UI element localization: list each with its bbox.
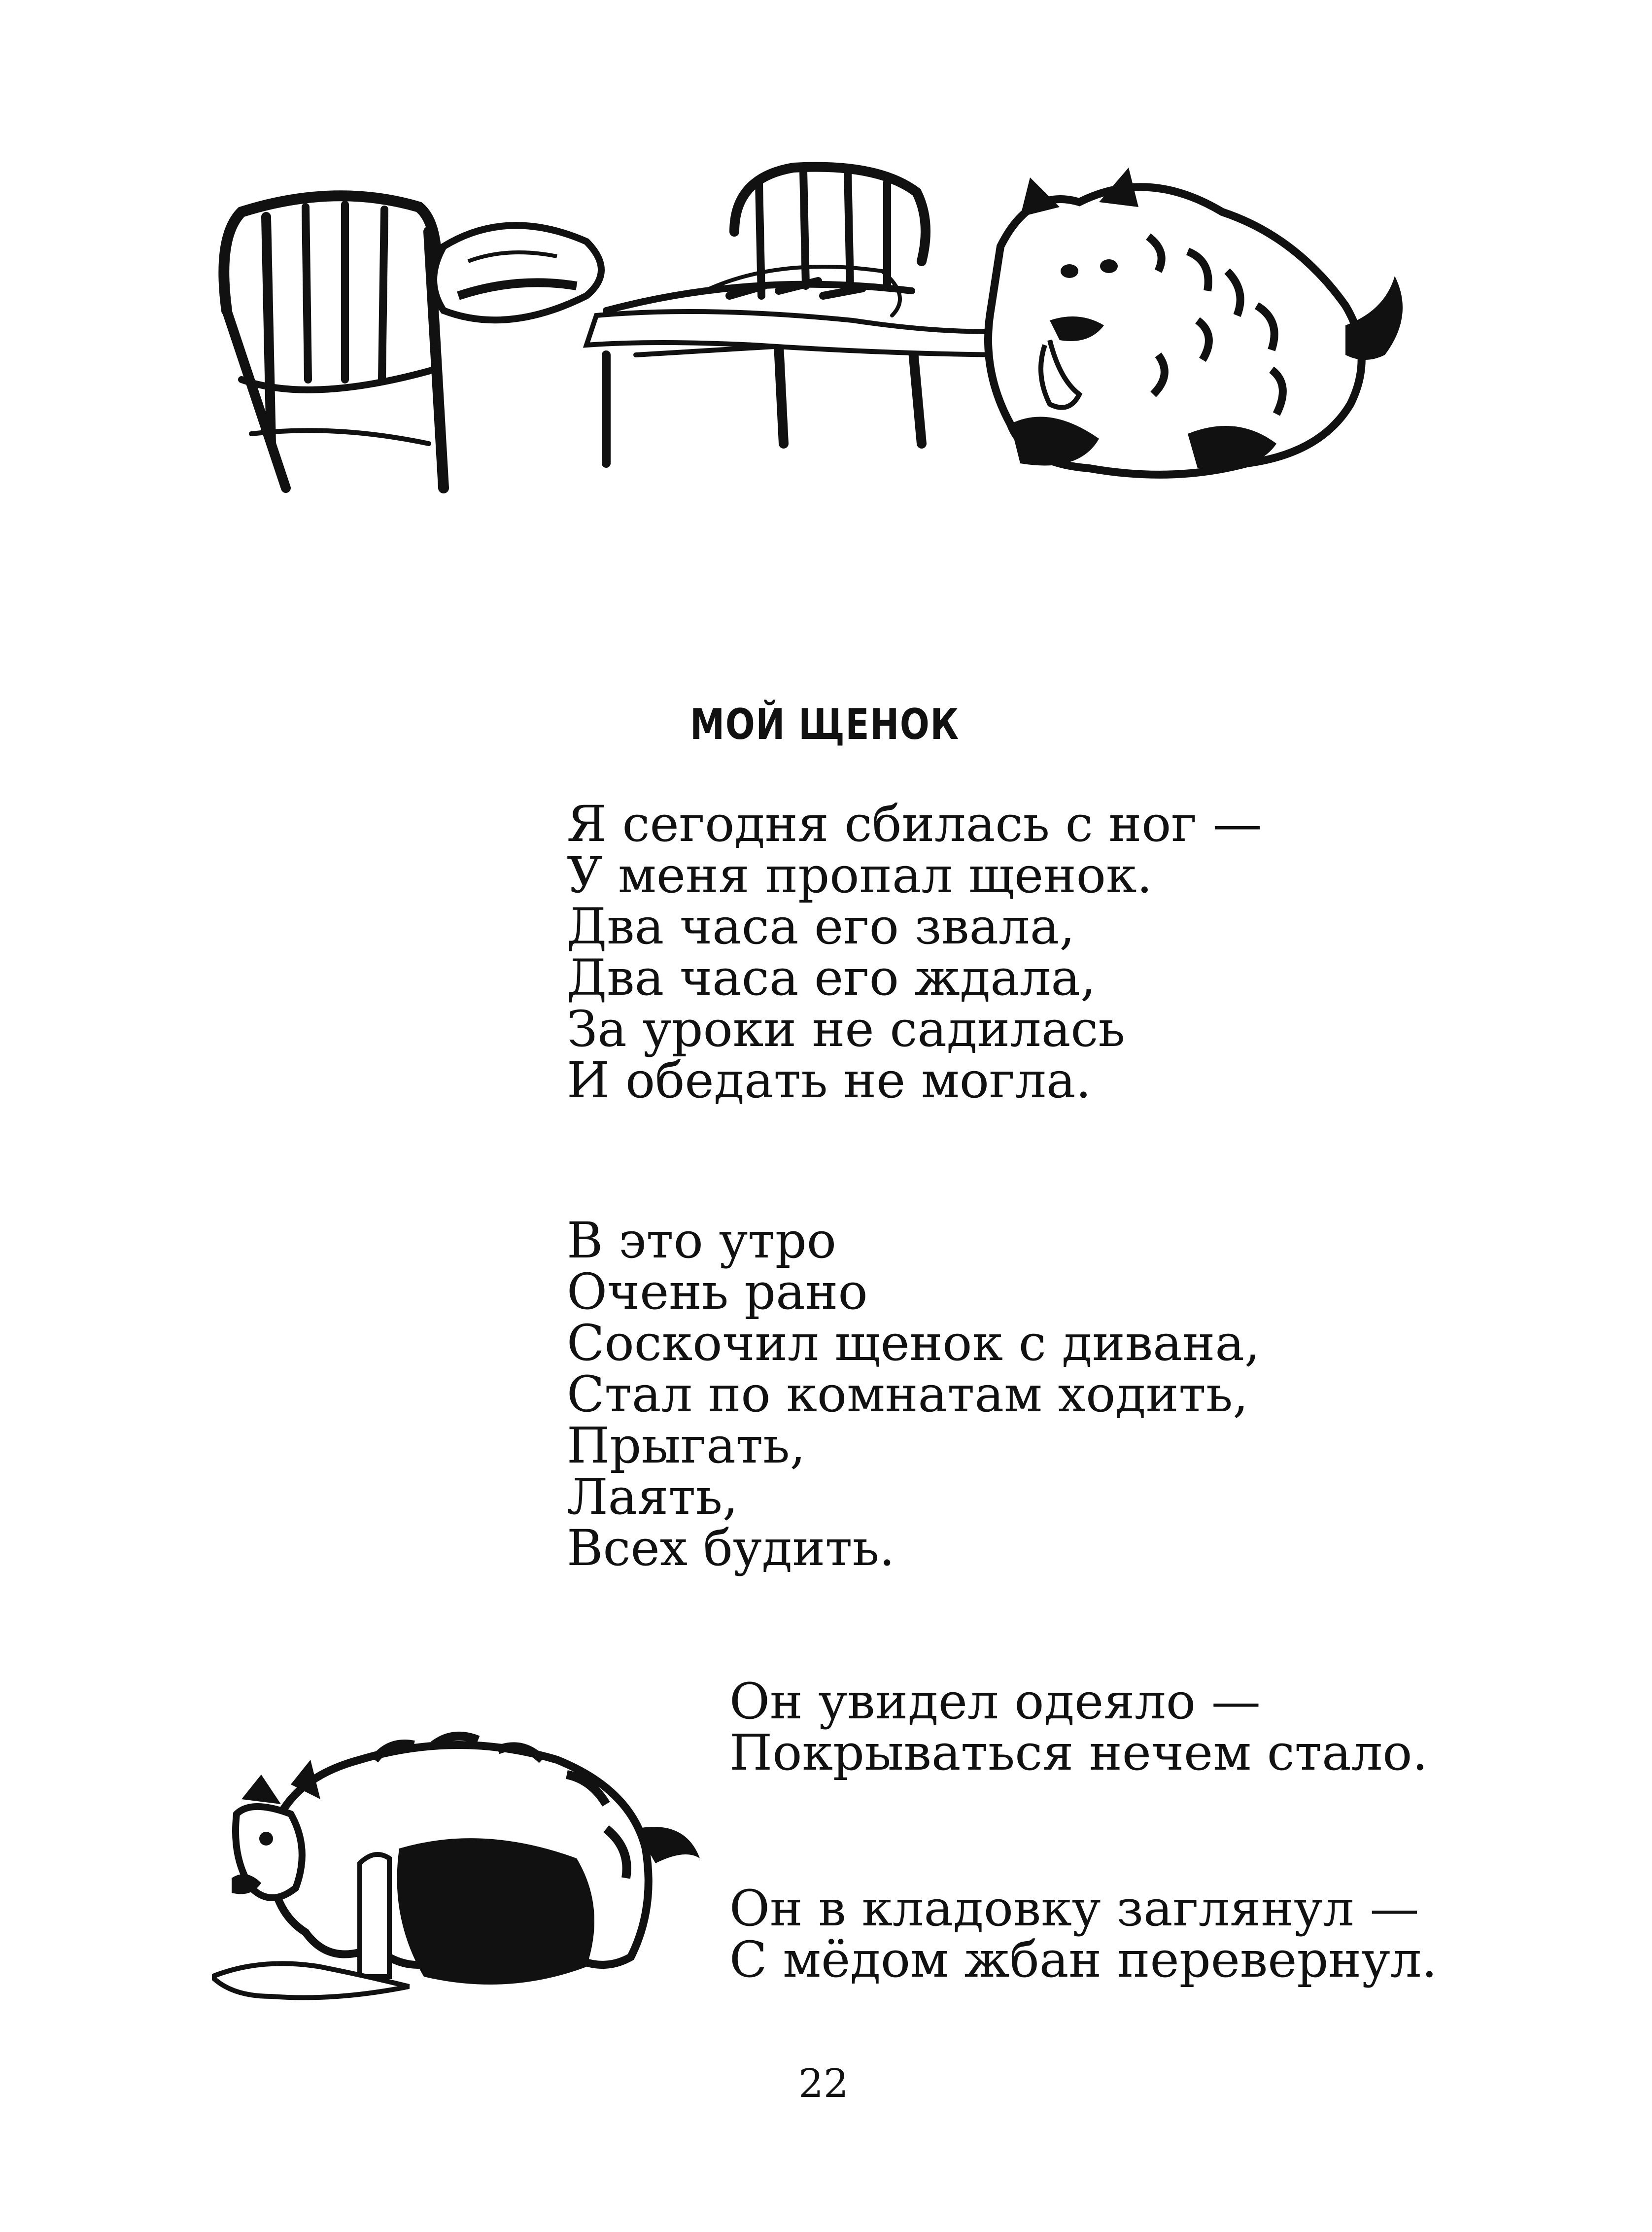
poem-line: Стал по комнатам ходить,	[567, 1365, 1249, 1423]
poem-line: Два часа его звала,	[567, 898, 1075, 955]
left-bed-icon	[224, 196, 444, 488]
poem-line: Я сегодня сбилась с ног —	[567, 795, 1262, 853]
puppy-icon	[988, 168, 1403, 475]
poem-line: Два часа его ждала,	[567, 949, 1096, 1007]
poem-line: Покрываться нечем стало.	[729, 1724, 1428, 1781]
beds-and-puppy-illustration	[212, 148, 1419, 532]
poem-line: Всех будить.	[567, 1519, 895, 1577]
page-number: 22	[798, 2060, 849, 2106]
poem-line: В это утро	[567, 1212, 836, 1269]
poem-line: Соскочил щенок с дивана,	[567, 1314, 1260, 1372]
poem-line: С мёдом жбан перевернул.	[729, 1931, 1438, 1988]
puppy-honey-pot-illustration	[212, 1701, 705, 2016]
poem-line: Он в кладовку заглянул —	[729, 1880, 1419, 1937]
poem-line: За уроки не садилась	[567, 1000, 1125, 1058]
poem-line: Лаять,	[567, 1468, 738, 1526]
stanza-4	[729, 1880, 1438, 1988]
poem-line: У меня пропал щенок.	[567, 846, 1153, 904]
blanket-icon	[586, 312, 1030, 355]
poem-title: МОЙ ЩЕНОК	[690, 700, 960, 749]
honey-pot-icon	[397, 1838, 594, 1985]
pillow-icon	[434, 225, 601, 320]
poem-line: Он увидел одеяло —	[729, 1673, 1261, 1730]
stanza-3	[729, 1673, 1428, 1781]
stanza-1	[567, 795, 1262, 1109]
poem-line: И обедать не могла.	[567, 1051, 1092, 1109]
poem-line: Очень рано	[567, 1263, 868, 1321]
poem-line: Прыгать,	[567, 1417, 806, 1474]
stanza-2	[567, 1212, 1260, 1577]
